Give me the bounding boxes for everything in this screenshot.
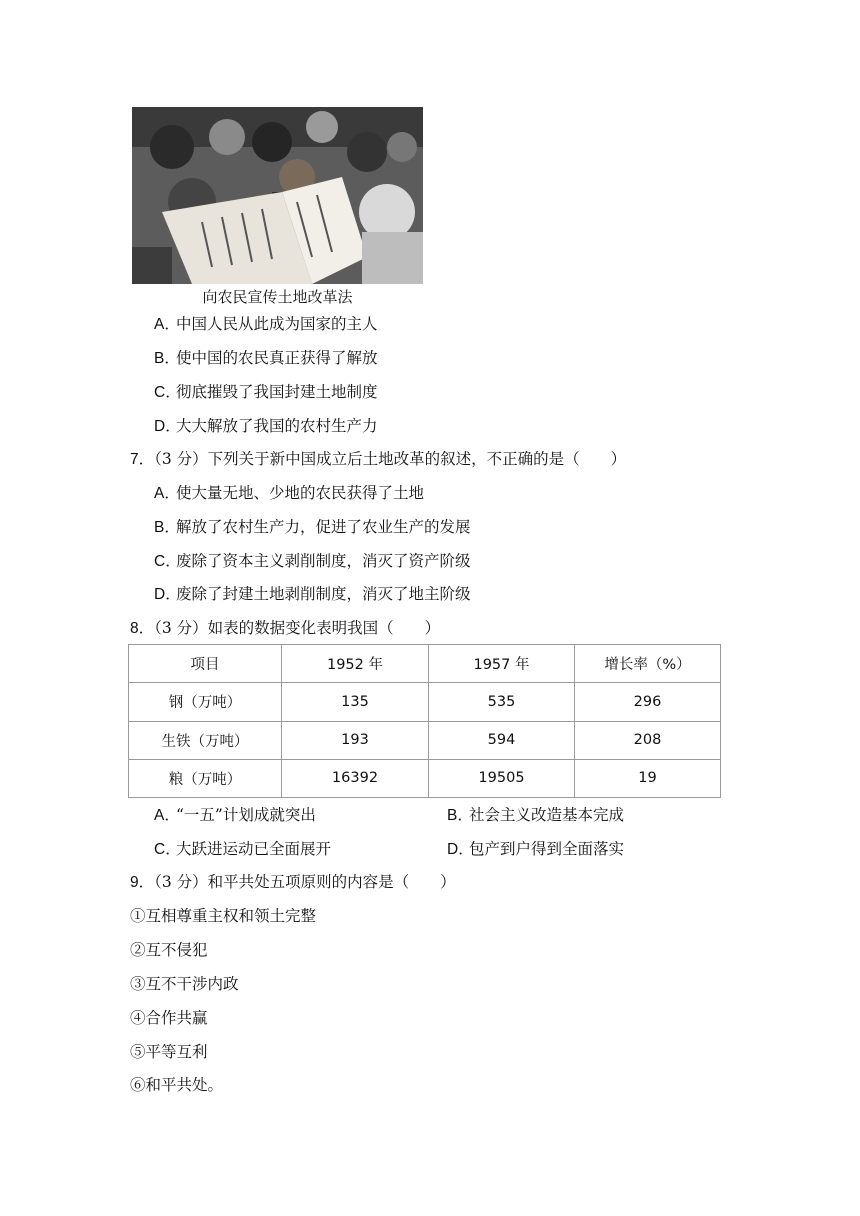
land-reform-photo <box>132 107 423 284</box>
option-label: C． <box>154 841 181 858</box>
table-cell: 296 <box>575 683 721 721</box>
option-label: C． <box>154 384 181 401</box>
question-number: 9． <box>130 874 155 891</box>
option-label: D． <box>154 586 181 603</box>
table-cell: 193 <box>282 721 429 759</box>
table-header: 项目 <box>129 645 282 683</box>
option-text: 废除了封建土地剥削制度，消灭了地主阶级 <box>176 585 471 603</box>
table-cell: 535 <box>429 683 575 721</box>
q7-option-d <box>154 583 471 606</box>
option-text: 中国人民从此成为国家的主人 <box>176 315 378 333</box>
table-cell: 208 <box>575 721 721 759</box>
q8-option-c <box>154 838 331 861</box>
option-text: 使大量无地、少地的农民获得了土地 <box>176 484 425 502</box>
q7-option-c <box>154 550 471 573</box>
question-text: （3 分）下列关于新中国成立后土地改革的叙述，不正确的是（ ） <box>154 450 627 468</box>
option-text: 大跃进运动已全面展开 <box>176 840 332 858</box>
option-label: D． <box>447 841 474 858</box>
option-label: A． <box>154 807 180 824</box>
q8-option-d <box>447 838 624 861</box>
q9-stem <box>130 871 456 894</box>
figure-caption: 向农民宣传土地改革法 <box>202 288 353 306</box>
q8-stem <box>130 617 440 640</box>
table-cell: 生铁（万吨） <box>129 721 282 759</box>
table-header: 增长率（%） <box>575 645 721 683</box>
q9-item: ③互不干涉内政 <box>130 975 239 993</box>
option-label: D． <box>154 418 181 435</box>
q7-option-b <box>154 516 471 539</box>
table-header: 1952 年 <box>282 645 429 683</box>
question-number: 8． <box>130 620 155 637</box>
option-text: 废除了资本主义剥削制度，消灭了资产阶级 <box>176 552 471 570</box>
option-text: 彻底摧毁了我国封建土地制度 <box>176 383 378 401</box>
option-label: A． <box>154 485 180 502</box>
question-number: 7． <box>130 451 155 468</box>
option-text: 使中国的农民真正获得了解放 <box>176 349 378 367</box>
table-cell: 135 <box>282 683 429 721</box>
table-row <box>129 721 721 759</box>
table-cell: 594 <box>429 721 575 759</box>
q9-item: ⑤平等互利 <box>130 1043 208 1061</box>
option-text: 社会主义改造基本完成 <box>469 806 625 824</box>
option-text: 大大解放了我国的农村生产力 <box>176 417 378 435</box>
q8-option-a <box>154 804 316 827</box>
option-text: 解放了农村生产力，促进了农业生产的发展 <box>176 518 471 536</box>
q7-option-a <box>154 482 424 505</box>
q9-item: ④合作共赢 <box>130 1009 208 1027</box>
q9-item: ②互不侵犯 <box>130 941 208 959</box>
table-row <box>129 759 721 797</box>
production-table <box>128 644 721 798</box>
option-label: C． <box>154 553 181 570</box>
q7-stem <box>130 448 626 471</box>
table-cell: 19505 <box>429 759 575 797</box>
table-row <box>129 683 721 721</box>
option-text: “一五”计划成就突出 <box>176 806 316 824</box>
question-text: （3 分）和平共处五项原则的内容是（ ） <box>154 873 456 891</box>
option-label: B． <box>154 350 180 367</box>
q9-item: ①互相尊重主权和领土完整 <box>130 907 317 925</box>
table-header: 1957 年 <box>429 645 575 683</box>
q6-option-a <box>154 313 378 336</box>
question-text: （3 分）如表的数据变化表明我国（ ） <box>154 619 441 637</box>
q6-option-b <box>154 347 378 370</box>
q6-option-c <box>154 381 378 404</box>
photo-illustration <box>132 107 423 284</box>
table-cell: 粮（万吨） <box>129 759 282 797</box>
q9-item: ⑥和平共处。 <box>130 1076 224 1094</box>
table-cell: 19 <box>575 759 721 797</box>
q6-option-d <box>154 415 378 438</box>
table-cell: 钢（万吨） <box>129 683 282 721</box>
q8-option-b <box>447 804 624 827</box>
table-cell: 16392 <box>282 759 429 797</box>
option-text: 包产到户得到全面落实 <box>469 840 625 858</box>
table-header-row <box>129 645 721 683</box>
option-label: B． <box>447 807 473 824</box>
option-label: A． <box>154 316 180 333</box>
option-label: B． <box>154 519 180 536</box>
